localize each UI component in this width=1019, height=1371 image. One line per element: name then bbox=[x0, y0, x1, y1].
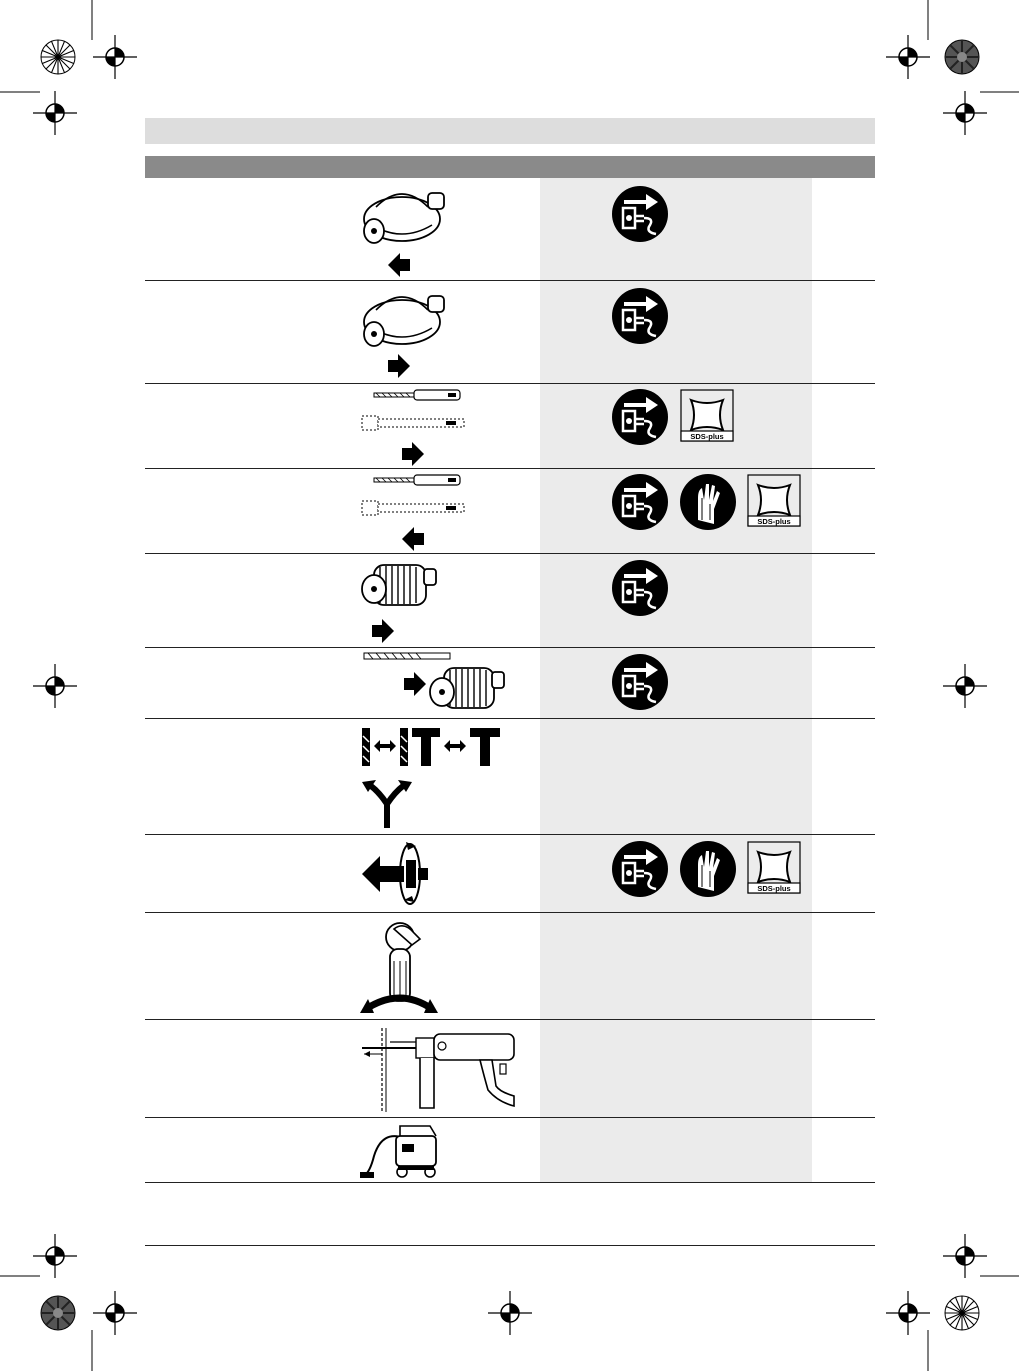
row-divider bbox=[145, 553, 875, 554]
footer-rule bbox=[145, 1245, 875, 1246]
row-divider bbox=[145, 468, 875, 469]
chuck-remove-icon bbox=[360, 183, 450, 278]
unplug-icon bbox=[612, 841, 668, 897]
keyed-chuck-insert-icon bbox=[360, 557, 440, 645]
unplug-icon bbox=[612, 389, 668, 445]
dust-extraction-icon bbox=[360, 1122, 446, 1182]
row-divider bbox=[145, 834, 875, 835]
sds-plus-icon bbox=[747, 841, 801, 894]
sds-plus-label: SDS-plus bbox=[690, 432, 724, 441]
depth-stop-icon bbox=[360, 1024, 522, 1116]
row-divider bbox=[145, 718, 875, 719]
row-divider bbox=[145, 1117, 875, 1118]
section-bar bbox=[145, 156, 875, 178]
sds-plus-icon bbox=[680, 389, 734, 442]
sds-plus-icon bbox=[747, 474, 801, 527]
gloves-icon bbox=[680, 474, 736, 530]
row-divider bbox=[145, 912, 875, 913]
row-divider bbox=[145, 280, 875, 281]
unplug-icon bbox=[612, 474, 668, 530]
unplug-icon bbox=[612, 560, 668, 616]
unplug-icon bbox=[612, 654, 668, 710]
gloves-icon bbox=[680, 841, 736, 897]
drill-bit-chuck-icon bbox=[362, 650, 507, 716]
rotation-direction-icon bbox=[360, 838, 432, 910]
mode-select-icon bbox=[360, 724, 510, 832]
chuck-insert-icon bbox=[360, 286, 450, 382]
bit-insert-icon bbox=[360, 388, 470, 468]
unplug-icon bbox=[612, 288, 668, 344]
row-divider bbox=[145, 1019, 875, 1020]
row-divider bbox=[145, 647, 875, 648]
row-divider bbox=[145, 1182, 875, 1183]
unplug-icon bbox=[612, 186, 668, 242]
notes-column bbox=[540, 178, 812, 1182]
auxiliary-handle-icon bbox=[360, 915, 438, 1017]
row-divider bbox=[145, 383, 875, 384]
sds-plus-label: SDS-plus bbox=[757, 517, 791, 526]
header-band bbox=[145, 118, 875, 144]
sds-plus-label: SDS-plus bbox=[757, 884, 791, 893]
bit-remove-icon bbox=[360, 473, 470, 553]
